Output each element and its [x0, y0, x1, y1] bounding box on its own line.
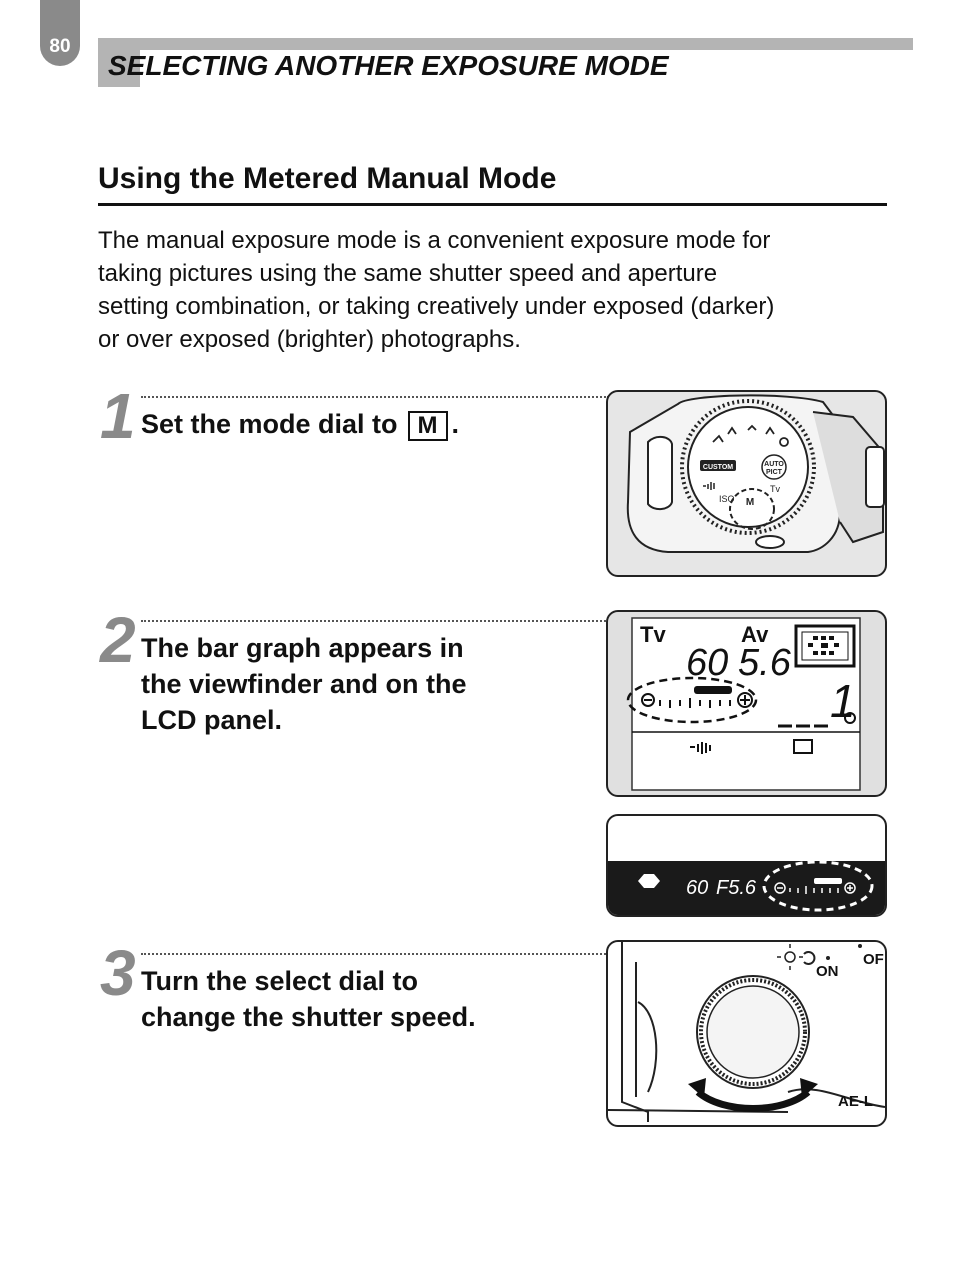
- dial-auto-label: AUTO: [764, 461, 784, 468]
- step-2-line: LCD panel.: [141, 705, 283, 735]
- step-2-line: The bar graph appears in: [141, 633, 464, 663]
- viewfinder-aperture-value: F5.6: [716, 877, 757, 899]
- dial-pict-label: PICT: [766, 469, 782, 476]
- dial-custom-label: CUSTOM: [702, 464, 734, 471]
- viewfinder-illustration: [608, 816, 885, 915]
- step-2-line: the viewfinder and on the: [141, 669, 467, 699]
- mode-m-symbol: M: [408, 411, 448, 441]
- intro-line: or over exposed (brighter) photographs.: [98, 326, 521, 353]
- header-bar: [98, 38, 913, 50]
- step-2-text: [141, 630, 467, 738]
- step-3-line: change the shutter speed.: [141, 1002, 476, 1032]
- switch-on-label: ON: [816, 963, 839, 980]
- subsection-rule: [98, 203, 887, 206]
- dial-iso-label: ISO: [719, 494, 735, 504]
- lcd-av-label: Av: [741, 622, 769, 647]
- page-number: 80: [49, 36, 71, 57]
- subsection-title: Using the Metered Manual Mode: [98, 162, 557, 195]
- mode-dial-illustration: [608, 392, 885, 575]
- lcd-panel-figure: [606, 610, 887, 797]
- lcd-frame-count: 1: [830, 675, 856, 727]
- step-3-text: [141, 963, 476, 1035]
- select-dial-illustration: [608, 942, 885, 1125]
- viewfinder-figure: [606, 814, 887, 917]
- intro-paragraph: [98, 224, 888, 356]
- lcd-panel-illustration: [608, 612, 885, 795]
- step-1-text: [141, 406, 459, 442]
- step-divider: [141, 953, 609, 955]
- viewfinder-shutter-value: 60: [686, 877, 709, 899]
- lcd-shutter-value: 60: [686, 642, 729, 684]
- step-divider: [141, 396, 609, 398]
- step-1-text-before: Set the mode dial to: [141, 409, 398, 439]
- lcd-tv-label: Tv: [640, 622, 666, 647]
- section-title: SELECTING ANOTHER EXPOSURE MODE: [108, 50, 669, 81]
- step-3-line: Turn the select dial to: [141, 966, 419, 996]
- step-number: 1: [100, 380, 136, 452]
- mode-dial-figure: [606, 390, 887, 577]
- lcd-aperture-value: 5.6: [738, 642, 791, 684]
- switch-off-label: OF: [863, 951, 884, 968]
- intro-line: setting combination, or taking creatively under exposed (darker): [98, 293, 775, 320]
- step-number: 3: [100, 937, 136, 1009]
- select-dial-figure: [606, 940, 887, 1127]
- dial-m-label: M: [745, 497, 755, 508]
- step-divider: [141, 620, 609, 622]
- step-1-text-after: .: [451, 409, 460, 439]
- intro-line: The manual exposure mode is a convenient exposure mode for: [98, 227, 771, 254]
- intro-line: taking pictures using the same shutter speed and aperture: [98, 260, 718, 287]
- ael-label: AE-L: [838, 1093, 873, 1110]
- step-number: 2: [100, 604, 136, 676]
- dial-tv-label: Tv: [770, 484, 780, 494]
